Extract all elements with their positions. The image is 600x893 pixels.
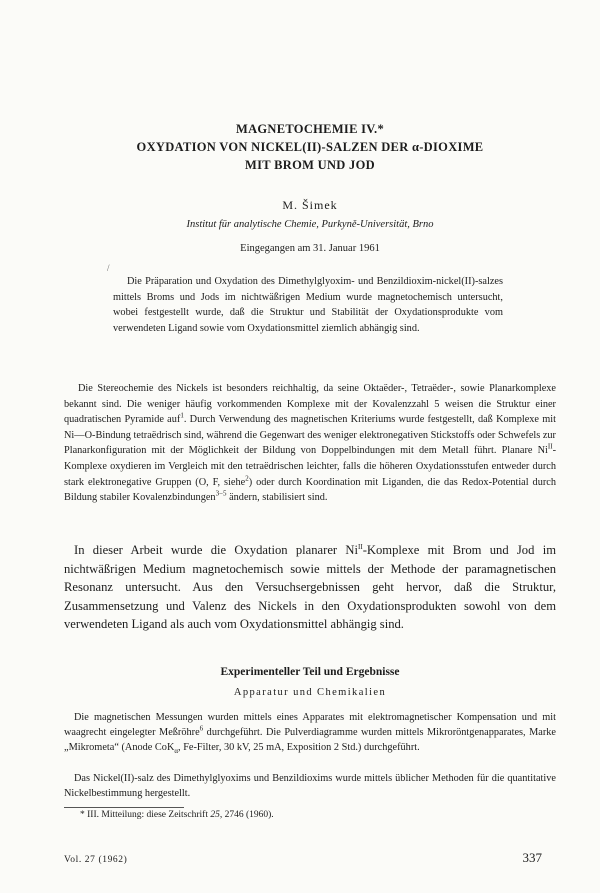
footnote bbox=[80, 810, 540, 820]
oxidation-state-superscript-2: II bbox=[358, 542, 363, 551]
intro-paragraph-1 bbox=[64, 381, 556, 506]
experimental-paragraph-1 bbox=[64, 710, 556, 756]
article-title bbox=[60, 120, 560, 174]
abstract: Die Präparation und Oxydation des Dimethylglyoxim- und Benzildioxim-nickel(II)-salzes mittels Broms und Jods im nichtwäßrigen Medium wurde magnetochemisch untersucht, wobei festgestellt wurde, daß die Struktur und Stabilität der Oxydationsprodukte vom verwendeten Ligand sowie vom Oxydationsmittel ziemlich abhängig sind. bbox=[113, 276, 503, 334]
exp-text-c: , Fe-Filter, 30 kV, 25 mA, Exposition 2 Std.) durchgeführt. bbox=[178, 742, 420, 754]
ref-2: 2 bbox=[245, 474, 249, 483]
ref-3-5: 3−5 bbox=[215, 489, 227, 498]
exp-text-a: Die magnetischen Messungen wurden mittels eines Apparates mit elektromagnetischer Kompensation und mit waagrecht eingelegter Meßröhre bbox=[64, 712, 556, 739]
intro-text-c: -Komplexe oxydieren im Vergleich mit den tetraëdrischen leichter, falls die höheren Oxydationsstufen entweder durch stark elektronegative Gruppen (O, F, siehe bbox=[64, 445, 556, 488]
intro-text-d: ) oder durch Koordination mit Liganden, die das Redox-Potential durch Bildung stabiler Kovalenzbindungen bbox=[64, 476, 556, 504]
intro-paragraph-2 bbox=[64, 541, 556, 634]
title-line-1: MAGNETOCHEMIE IV.* bbox=[235, 122, 384, 136]
intro-text-b: . Durch Verwendung des magnetischen Kriteriums wurde festgestellt, daß Komplexe mit Ni—O-Bindung tetraëdrisch sind, während die Gegenwart des weniger elektronegativen Stickstoffs oder Schwefels zur Planarkonfiguration mit der Möglichkeit der Bildung von Doppelbindungen mit dem Metall führt. Planare Ni bbox=[64, 414, 556, 457]
footnote-text-b: , 2746 (1960). bbox=[219, 810, 274, 820]
received-date: Eingegangen am 31. Januar 1961 bbox=[240, 243, 380, 254]
title-line-2: OXYDATION VON NICKEL(II)-SALZEN DER α-DIOXIME bbox=[136, 140, 484, 154]
author-name: M. Šimek bbox=[282, 198, 338, 212]
page-number: 337 bbox=[522, 850, 542, 865]
exp-text-b: durchgeführt. Die Pulverdiagramme wurden mittels Mikroröntgenapparates, Marke „Mikrometa“ (Anode CoK bbox=[64, 727, 556, 754]
experimental-paragraph-2: Das Nickel(II)-salz des Dimethylglyoxims und Benzildioxims wurde mittels üblicher Methoden für die quantitative Nickelbestimmung hergestellt. bbox=[64, 773, 556, 800]
title-line-3: MIT BROM UND JOD bbox=[245, 158, 375, 172]
intro2-text-a: In dieser Arbeit wurde die Oxydation planarer Ni bbox=[74, 543, 359, 557]
subsection-heading: Apparatur und Chemikalien bbox=[233, 687, 387, 698]
intro-text-a: Die Stereochemie des Nickels ist besonders reichhaltig, da seine Oktaëder-, Tetraëder-, sowie Planarkomplexe bekannt sind. Die weniger häufig vorkommenden Komplexe mit der Kovalenzzahl 5 weisen die Struktur einer quadratischen Pyramide auf bbox=[64, 383, 556, 426]
footnote-text-a: * III. Mitteilung: diese Zeitschrift bbox=[80, 810, 211, 820]
ref-6: 6 bbox=[199, 724, 204, 733]
section-heading: Experimenteller Teil und Ergebnisse bbox=[220, 666, 400, 678]
intro2-text-b: -Komplexe mit Brom und Jod im nichtwäßrigen Medium magnetochemisch sowie mittels der Methode der paramagnetischen Resonanz untersucht. Aus den Versuchsergebnissen geht hervor, daß die Struktur, Zusammensetzung und Valenz des Nickels in den Oxydationsprodukten sowohl von dem verwendeten Ligand als auch vom Oxydationsmittel abhängig sind. bbox=[64, 543, 556, 631]
footnote-volume: 25 bbox=[210, 810, 220, 820]
journal-volume: Vol. 27 (1962) bbox=[64, 855, 128, 865]
intro-text-e: ändern, stabilisiert sind. bbox=[226, 492, 328, 504]
affiliation: Institut für analytische Chemie, Purkyně-Universität, Brno bbox=[186, 219, 434, 230]
footnote-rule bbox=[64, 807, 184, 808]
oxidation-state-superscript: II bbox=[547, 442, 553, 451]
stray-mark: / bbox=[107, 263, 110, 273]
alpha-subscript: α bbox=[174, 747, 179, 756]
ref-1: 1 bbox=[180, 411, 184, 420]
